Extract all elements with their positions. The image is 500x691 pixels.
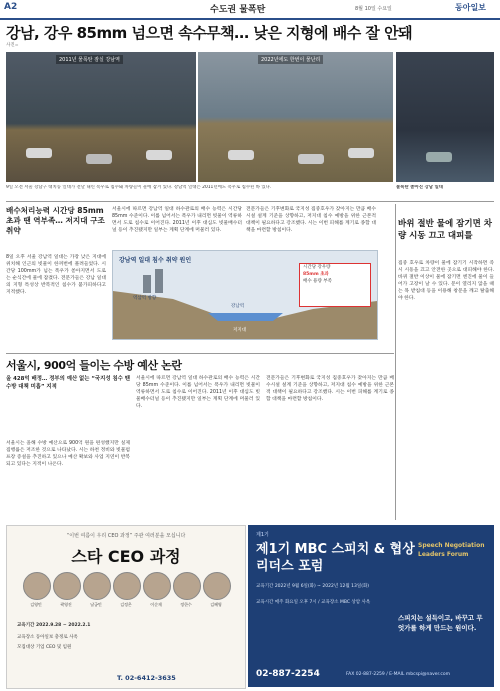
article-body-col1: 8일 오후 서울 강남역 일대는 가장 낮은 지대에 위치해 인근의 빗물이 한꺼번에 몰려들었다. 시간당 100mm가 넘는 폭우가 쏟아지면서 도로는 순식간에 물에 잠겼다. 전문가들은 강남 일대의 지형 특성상 반복적인 침수가 불가피하다고 지적했다.: [6, 255, 106, 295]
car-icon: [426, 152, 452, 162]
portrait-icon: [53, 572, 81, 600]
diagram-label: 저지대: [233, 328, 247, 333]
ad1-target: 모집대상 기업 CEO 및 임원: [17, 645, 72, 650]
speaker-portraits: [23, 572, 233, 612]
callout-text: 85mm 초과: [303, 272, 329, 277]
ad2-phone[interactable]: 02-887-2254: [256, 669, 320, 679]
diagram-label: 역삼역 방향: [133, 296, 157, 301]
ad2-subtitle: Speech Negotiation Leaders Forum: [418, 542, 485, 558]
photo-gangnam-night: [396, 52, 494, 182]
speaker-name: 김영민: [30, 602, 42, 607]
photo-caption: 9일 오전 서울 강남구 대치동 일대가 전날 내린 폭우로 침수돼 차량들이 물에 잠겨 있다. 강남역 일대는 2011년에도 폭우로 침수된 바 있다.: [6, 185, 272, 190]
photo-label-2011: 2011년 물폭탄 잠실 강남역: [56, 55, 123, 64]
ad1-tagline: “이번 여름이 우리 CEO 과정” 주관 여러분을 모십니다: [66, 533, 186, 539]
diagram-label: 강남역: [231, 304, 245, 309]
speaker-name: 김혜영: [210, 602, 222, 607]
article-body-col2: 서울시에 따르면 강남역 일대 하수관로의 배수 능력은 시간당 85mm 수준이다. 이를 넘어서는 폭우가 내리면 빗물이 역류하면서 도로 침수로 이어진다. 2011년 이후 대심도 빗물배수터널 등이 추진됐지만 일부는 계획 단계에 머물러 있다.: [112, 207, 242, 233]
ad1-title: 스타 CEO 과정: [71, 547, 181, 566]
article2-headline: 서울시, 900억 들이는 수방 예산 논란: [6, 359, 182, 372]
flood-cause-diagram: [112, 250, 378, 340]
page-header: [0, 0, 500, 20]
ad1-place: 교육장소 동아일보 충정로 사옥: [17, 635, 78, 640]
speaker-name: 정한수: [180, 602, 192, 607]
main-headline: 강남, 강우 85mm 넘으면 속수무책… 낮은 지형에 배수 잘 안돼: [6, 24, 413, 42]
article2-body-col1: 서울시는 올해 수방 예산으로 900억 원을 편성했지만 실제 집행률은 저조한 것으로 나타났다. 시는 하천 정비와 빗물펌프장 증설을 추진하고 있으나 예산 확보와 사업 지연이 반복되고 있다는 지적이 나온다.: [6, 441, 130, 467]
car-icon: [298, 154, 324, 164]
car-icon: [86, 154, 112, 164]
photo-2022-flood: [198, 52, 393, 182]
ad2-period: 교육기간 2022년 9월 6일(화) ~ 2022년 12월 13일(화): [256, 584, 370, 589]
ad1-period: 교육기간 2022.9.28 ~ 2022.2.1: [17, 623, 91, 628]
speaker-name: 김정은: [120, 602, 132, 607]
opinion-title: 바위 절반 물에 잠기면 차량 시동 끄고 대피를: [398, 219, 492, 241]
ad-star-ceo[interactable]: [6, 525, 246, 689]
car-icon: [348, 148, 374, 158]
car-icon: [228, 150, 254, 160]
callout-text: 배수 용량 부족: [303, 279, 332, 284]
photo-credit: 사진=: [6, 43, 19, 48]
article2-subheadline: 올 428억 배정… 정부의 예산 없는 “국지성 침수 땐 수방 대책 미흡” 지적: [6, 376, 130, 390]
speaker-name: 남궁민: [90, 602, 102, 607]
photo-2011-flood: [6, 52, 196, 182]
issue-date: 8월 10일 수요일: [355, 6, 392, 12]
article-subheadline: 배수처리능력 시간당 85mm 초과 땐 역부족… 저지대 구조 취약: [6, 206, 105, 235]
portrait-icon: [203, 572, 231, 600]
ad1-phone[interactable]: T. 02-6412-3635: [117, 674, 176, 682]
diagram-callout: [299, 263, 371, 307]
ad2-contact: FAX 02-887-2259 / E-MAIL mbcspi@naver.com: [346, 672, 451, 677]
ad2-info: 교육시간 매주 화요일 오후 7시 / 교육장소 MBC 상암 사옥: [256, 600, 371, 605]
article-body-col3: 전문가들은 기후변화로 국지성 집중호우가 잦아지는 만큼 배수시설 설계 기준을 상향하고, 저지대 침수 예방을 위한 근본적 대책이 필요하다고 강조했다. 시는 이번 피해를 계기로 종합 대책을 마련할 방침이다.: [246, 207, 376, 233]
portrait-icon: [113, 572, 141, 600]
callout-text: 시간당 강우량: [303, 265, 331, 270]
divider: [6, 201, 494, 202]
diagram-title: 강남역 일대 침수 취약 원인: [119, 257, 192, 264]
page-number: A2: [4, 2, 18, 12]
car-icon: [146, 150, 172, 160]
portrait-icon: [83, 572, 111, 600]
car-icon: [26, 148, 52, 158]
section-title: 수도권 물폭탄: [210, 5, 266, 15]
speaker-name: 곽영진: [60, 602, 72, 607]
ad2-slogan: 스피치는 설득이고, 바꾸고 무엇가를 하게 만드는 원이다.: [398, 614, 483, 632]
article2-body-col3: 전문가들은 기후변화로 국지성 집중호우가 잦아지는 만큼 배수시설 설계 기준을 상향하고, 저지대 침수 예방을 위한 근본적 대책이 필요하다고 강조했다. 시는 이번 피해를 계기로 종합 대책을 마련할 방침이다.: [266, 376, 394, 402]
opinion-body: 집중 호우로 차량이 물에 잠기기 시작하면 즉시 시동을 끄고 안전한 곳으로 대피해야 한다. 바퀴 절반 이상이 물에 잠기면 엔진에 물이 들어가 고장이 날 수 있다. 문이 열리지 않을 때는 목 받침대 등을 이용해 창문을 깨고 탈출해야 한다.: [398, 261, 494, 301]
divider: [395, 204, 396, 520]
portrait-icon: [143, 572, 171, 600]
speaker-name: 이순재: [150, 602, 162, 607]
ad2-title: 제1기 MBC 스피치 & 협상 리더스 포럼: [256, 542, 415, 574]
photo-caption-right: 물폭탄 쏟아진 강남 일대: [396, 185, 444, 190]
newspaper-logo: 동아일보: [455, 3, 486, 12]
opinion-column: [398, 208, 494, 548]
ad2-badge: 제1기: [256, 532, 269, 538]
portrait-icon: [173, 572, 201, 600]
divider: [6, 353, 394, 354]
portrait-icon: [23, 572, 51, 600]
photo-label-2022: 2022년에도 한번이 물난리: [258, 55, 323, 64]
ad-mbc-speech[interactable]: [248, 525, 494, 687]
article2-body-col2: 서울시에 따르면 강남역 일대 하수관로의 배수 능력은 시간당 85mm 수준이다. 이를 넘어서는 폭우가 내리면 빗물이 역류하면서 도로 침수로 이어진다. 2011년 이후 대심도 빗물배수터널 등이 추진됐지만 일부는 계획 단계에 머물러 있다.: [136, 376, 260, 409]
